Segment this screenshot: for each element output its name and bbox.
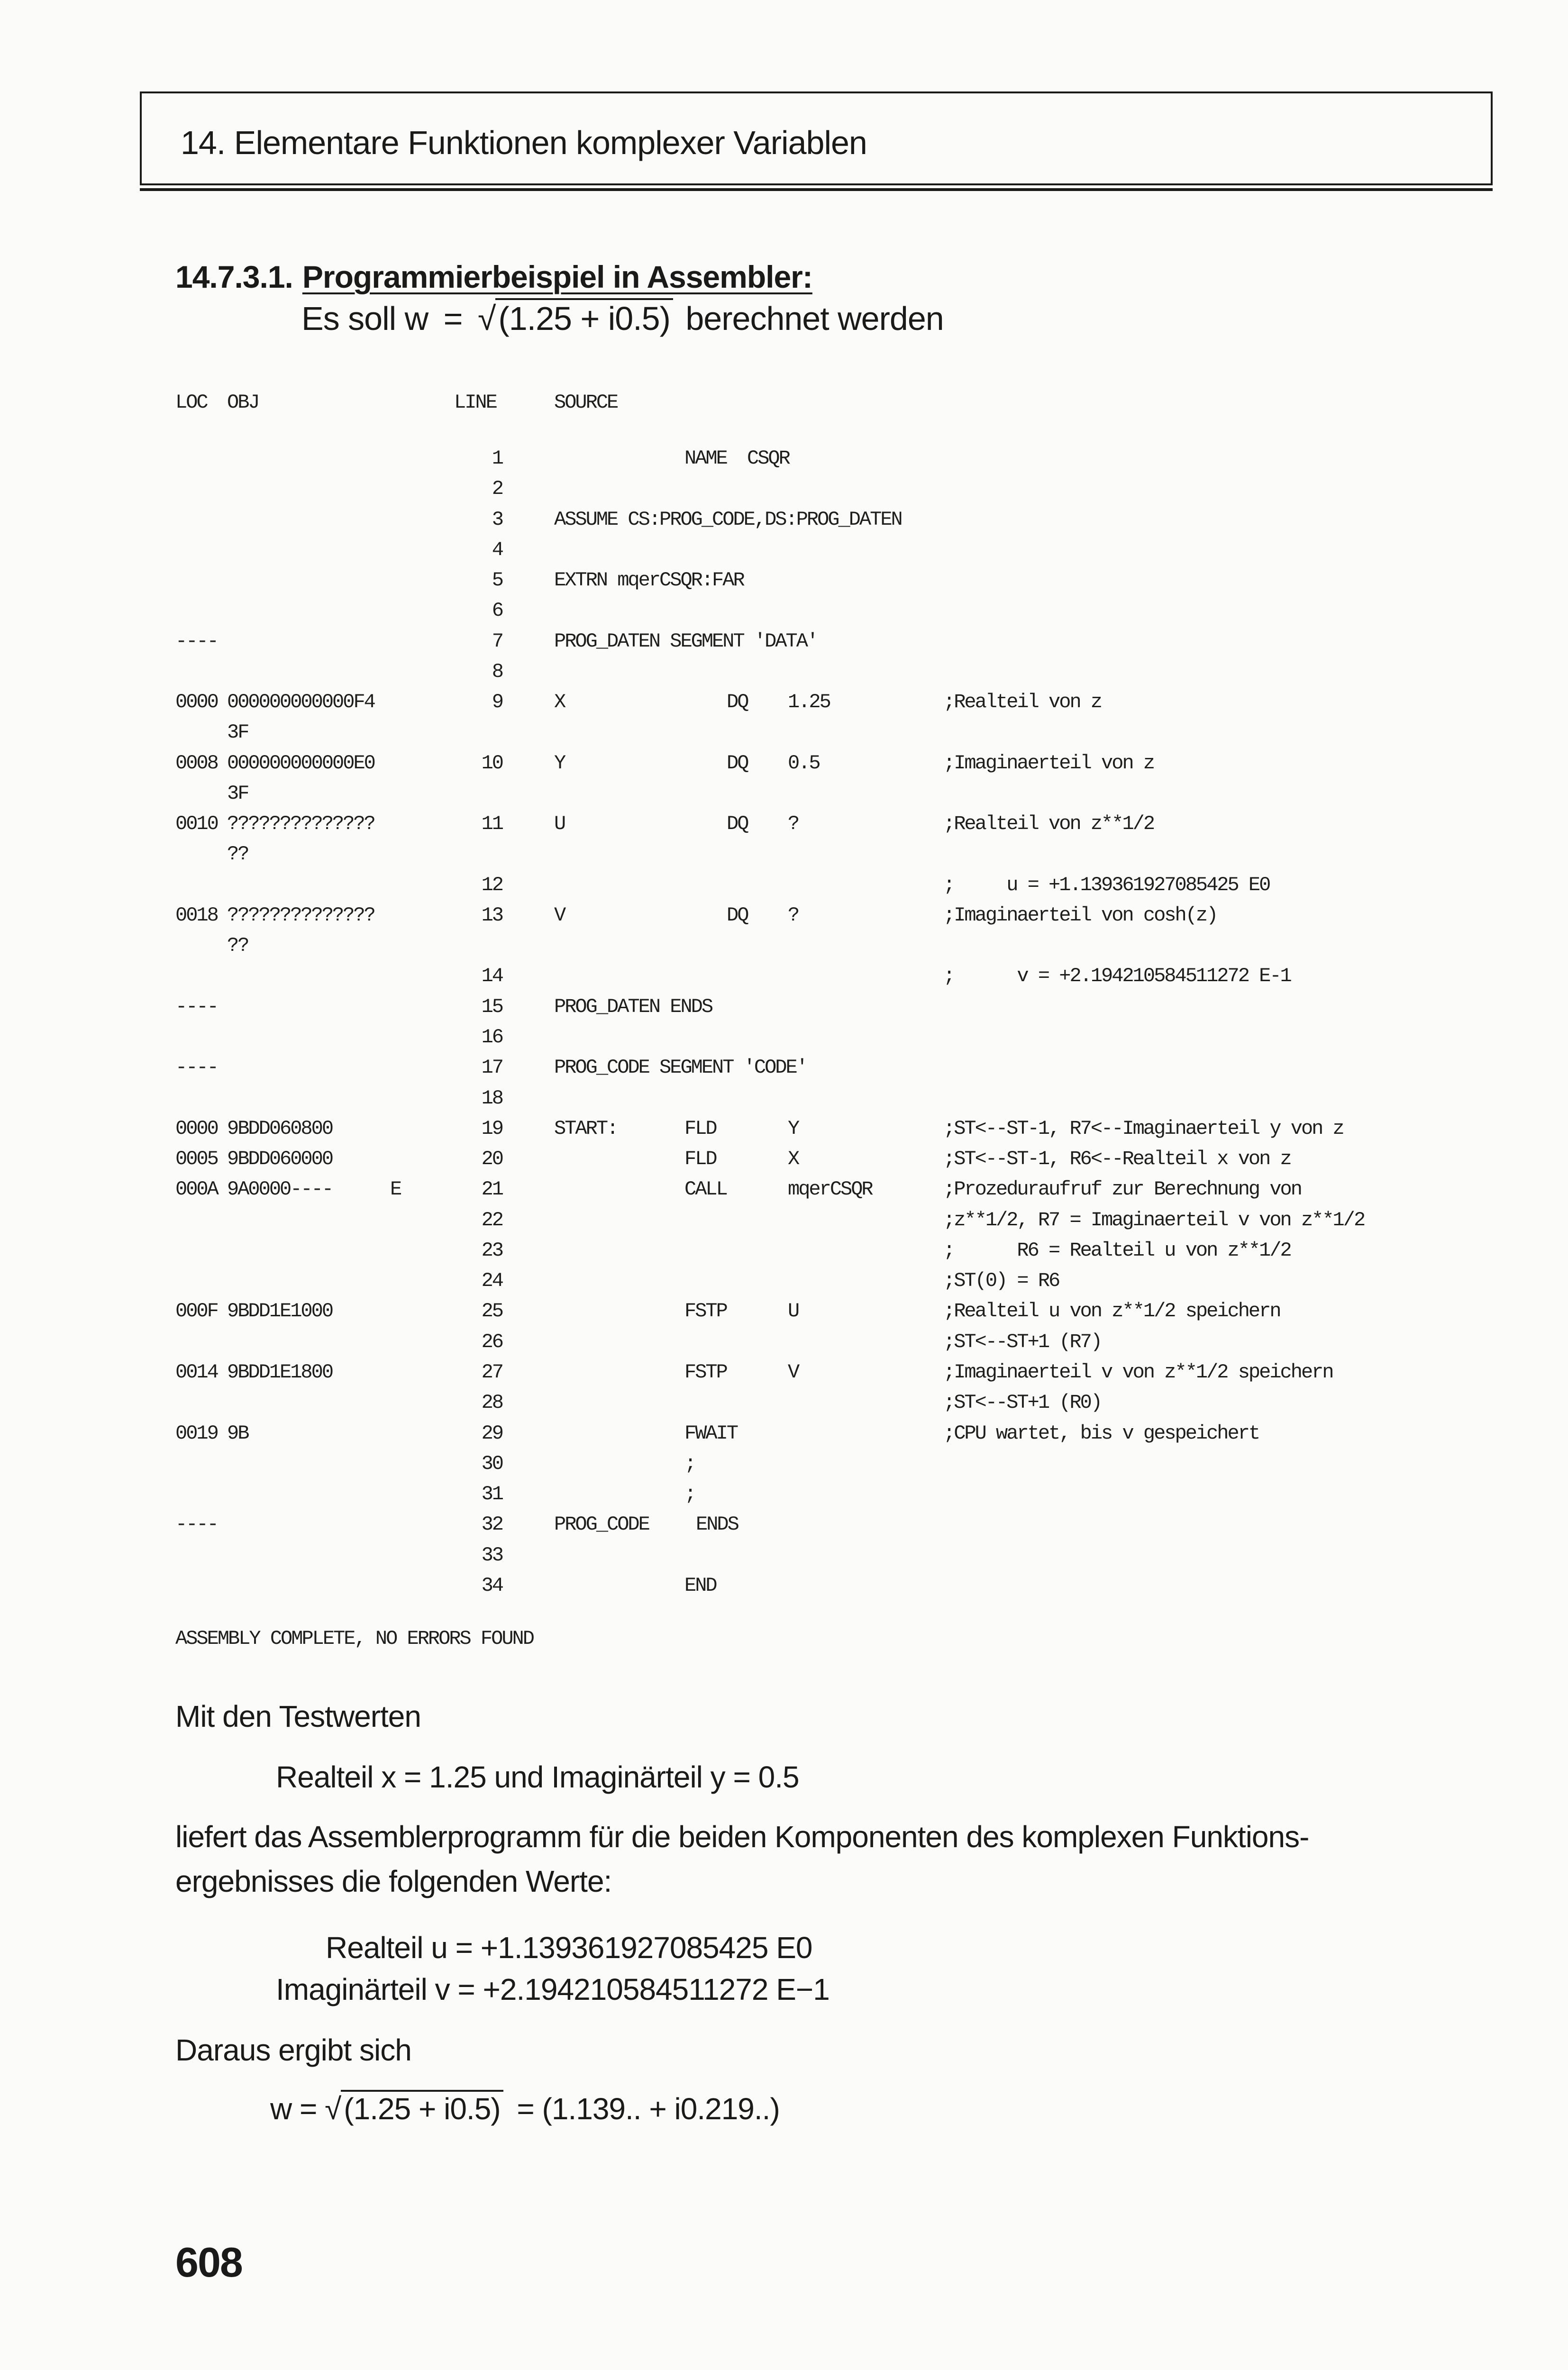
final-lhs: w = <box>270 2092 317 2126</box>
listing-loc: 0019 <box>175 1422 218 1445</box>
listing-mnemonic: FLD <box>684 1148 716 1170</box>
listing-comment: ;Imaginaerteil von cosh(z) <box>943 904 1217 927</box>
listing-loc: ---- <box>175 995 218 1018</box>
listing-line-number: 13 <box>481 904 502 927</box>
section-title: Programmierbeispiel in Assembler: <box>302 259 812 294</box>
listing-operand: V <box>788 1361 799 1384</box>
listing-line-number: 14 <box>481 965 502 987</box>
listing-mnemonic: NAME <box>684 447 727 470</box>
listing-line-number: 10 <box>481 752 502 775</box>
listing-operand: Y <box>788 1117 799 1140</box>
final-formula <box>270 2091 780 2126</box>
listing-loc: ---- <box>175 1056 218 1079</box>
listing-line-number: 3 <box>492 508 502 531</box>
listing-comment: ;Realteil u von z**1/2 speichern <box>943 1300 1280 1322</box>
final-sqrt <box>325 2091 503 2126</box>
listing-line-number: 32 <box>481 1513 502 1536</box>
listing-comment: ;Imaginaerteil von z <box>943 752 1154 775</box>
listing-operand: CSQR <box>747 447 789 470</box>
listing-loc: 0000 <box>175 1117 218 1140</box>
listing-line-number: 24 <box>481 1269 502 1292</box>
listing-comment: ;Realteil von z**1/2 <box>943 812 1154 835</box>
listing-obj: 9BDD1E1000 <box>227 1300 333 1322</box>
listing-mnemonic: FLD <box>684 1117 716 1140</box>
listing-obj: 9A0000---- <box>227 1178 333 1201</box>
listing-line-number: 25 <box>481 1300 502 1322</box>
page-number: 608 <box>175 2239 242 2286</box>
listing-loc: 0010 <box>175 812 218 835</box>
listing-line-number: 9 <box>492 691 502 713</box>
formula-equals: = <box>443 300 463 337</box>
listing-comment: ;ST<--ST+1 (R0) <box>943 1391 1102 1414</box>
section-number: 14.7.3.1. <box>175 259 293 294</box>
listing-operand: X <box>788 1148 799 1170</box>
listing-loc: 0018 <box>175 904 218 927</box>
listing-obj: 000000000000F4 <box>227 691 374 713</box>
result-real-part: Realteil u = +1.139361927085425 E0 <box>326 1931 812 1965</box>
listing-line-number: 8 <box>492 660 502 683</box>
listing-line-number: 30 <box>481 1452 502 1475</box>
assembly-status: ASSEMBLY COMPLETE, NO ERRORS FOUND <box>175 1627 533 1650</box>
listing-comment: ;CPU wartet, bis v gespeichert <box>943 1422 1259 1445</box>
listing-mnemonic: CALL <box>684 1178 727 1201</box>
listing-mnemonic: FSTP <box>684 1300 727 1322</box>
listing-line-number: 19 <box>481 1117 502 1140</box>
listing-loc: 000F <box>175 1300 218 1322</box>
listing-obj: 000000000000E0 <box>227 752 374 775</box>
listing-source: Y <box>554 752 565 775</box>
listing-value: ? <box>788 812 799 835</box>
listing-loc: 0000 <box>175 691 218 713</box>
listing-directive: DQ <box>727 752 748 775</box>
listing-line-number: 22 <box>481 1209 502 1231</box>
listing-obj: 9BDD1E1800 <box>227 1361 333 1384</box>
sqrt-argument: (1.25 + i0.5) <box>495 298 673 337</box>
listing-operand: mqerCSQR <box>788 1178 872 1201</box>
listing-loc: 0005 <box>175 1148 218 1170</box>
prose-test-values: Realteil x = 1.25 und Imaginärteil y = 0.5 <box>276 1760 799 1794</box>
sqrt-expression <box>478 300 673 337</box>
listing-mnemonic: END <box>684 1574 716 1597</box>
listing-value: 0.5 <box>788 752 820 775</box>
listing-obj: 3F <box>227 721 248 744</box>
listing-mnemonic: ENDS <box>696 1513 738 1536</box>
listing-comment: ;z**1/2, R7 = Imaginaerteil v von z**1/2 <box>943 1209 1365 1231</box>
listing-mnemonic: ; <box>684 1452 695 1475</box>
listing-mnemonic: ; <box>684 1483 695 1505</box>
listing-source: X <box>554 691 565 713</box>
prose-test-intro: Mit den Testwerten <box>175 1699 421 1733</box>
listing-directive: DQ <box>727 691 748 713</box>
chapter-title: 14. Elementare Funktionen komplexer Variablen <box>181 124 867 161</box>
listing-line-number: 15 <box>481 995 502 1018</box>
listing-source: START: <box>554 1117 618 1140</box>
listing-directive: DQ <box>727 904 748 927</box>
chapter-header-box <box>140 91 1493 185</box>
listing-line-number: 12 <box>481 874 502 896</box>
listing-line-number: 11 <box>481 812 502 835</box>
listing-comment: ;ST(0) = R6 <box>943 1269 1059 1292</box>
listing-source: EXTRN mqerCSQR:FAR <box>554 569 744 592</box>
col-header-source: SOURCE <box>554 391 618 414</box>
listing-line-number: 18 <box>481 1087 502 1110</box>
listing-loc: 0014 <box>175 1361 218 1384</box>
listing-obj: 9BDD060800 <box>227 1117 333 1140</box>
final-sqrt-arg: (1.25 + i0.5) <box>341 2090 503 2126</box>
listing-mnemonic: FSTP <box>684 1361 727 1384</box>
col-header-obj: OBJ <box>227 391 259 414</box>
listing-value: ? <box>788 904 799 927</box>
listing-line-number: 28 <box>481 1391 502 1414</box>
listing-line-number: 31 <box>481 1483 502 1505</box>
formula-intro: Es soll w <box>301 300 428 337</box>
listing-operand: U <box>788 1300 799 1322</box>
listing-line-number: 27 <box>481 1361 502 1384</box>
listing-comment: ; u = +1.139361927085425 E0 <box>943 874 1270 896</box>
listing-comment: ;Imaginaerteil v von z**1/2 speichern <box>943 1361 1333 1384</box>
listing-line-number: 29 <box>481 1422 502 1445</box>
listing-line-number: 33 <box>481 1544 502 1567</box>
listing-obj: 9B <box>227 1422 248 1445</box>
listing-obj: ?????????????? <box>227 904 374 927</box>
listing-source: PROG_CODE SEGMENT 'CODE' <box>554 1056 807 1079</box>
listing-source: PROG_DATEN ENDS <box>554 995 712 1018</box>
listing-comment: ;Realteil von z <box>943 691 1102 713</box>
listing-loc: 000A <box>175 1178 218 1201</box>
listing-line-number: 2 <box>492 477 502 500</box>
listing-source: PROG_DATEN SEGMENT 'DATA' <box>554 630 818 653</box>
listing-line-number: 26 <box>481 1331 502 1353</box>
result-imag-part: Imaginärteil v = +2.194210584511272 E−1 <box>276 1972 830 2006</box>
listing-value: 1.25 <box>788 691 830 713</box>
listing-obj: ?? <box>227 934 248 957</box>
prose-result-line1: liefert das Assemblerprogramm für die beiden Komponenten des komplexen Funktions- <box>175 1820 1309 1854</box>
listing-comment: ; v = +2.194210584511272 E-1 <box>943 965 1291 987</box>
listing-loc: ---- <box>175 630 218 653</box>
listing-loc: ---- <box>175 1513 218 1536</box>
section-heading <box>175 259 812 295</box>
listing-relocation-flag: E <box>390 1178 401 1201</box>
formula-tail: berechnet werden <box>685 300 944 337</box>
listing-line-number: 5 <box>492 569 502 592</box>
listing-source: U <box>554 812 565 835</box>
final-rhs: = (1.139.. + i0.219..) <box>517 2092 780 2126</box>
listing-comment: ;ST<--ST+1 (R7) <box>943 1331 1102 1353</box>
listing-obj: 3F <box>227 782 248 805</box>
listing-directive: DQ <box>727 812 748 835</box>
listing-comment: ;ST<--ST-1, R6<--Realteil x von z <box>943 1148 1291 1170</box>
listing-line-number: 20 <box>481 1148 502 1170</box>
listing-line-number: 4 <box>492 538 502 561</box>
listing-line-number: 7 <box>492 630 502 653</box>
listing-loc: 0008 <box>175 752 218 775</box>
listing-source: ASSUME CS:PROG_CODE,DS:PROG_DATEN <box>554 508 902 531</box>
listing-mnemonic: FWAIT <box>684 1422 738 1445</box>
section-formula <box>301 300 944 337</box>
listing-line-number: 1 <box>492 447 502 470</box>
listing-comment: ;Prozeduraufruf zur Berechnung von <box>943 1178 1301 1201</box>
listing-line-number: 23 <box>481 1239 502 1262</box>
listing-comment: ; R6 = Realteil u von z**1/2 <box>943 1239 1291 1262</box>
listing-line-number: 21 <box>481 1178 502 1201</box>
sqrt-symbol: √ <box>477 300 496 337</box>
listing-line-number: 6 <box>492 599 502 622</box>
listing-line-number: 17 <box>481 1056 502 1079</box>
prose-result-line2: ergebnisses die folgenden Werte: <box>175 1864 612 1898</box>
final-sqrt-symbol: √ <box>325 2092 341 2126</box>
listing-obj: ?????????????? <box>227 812 374 835</box>
listing-obj: ?? <box>227 843 248 866</box>
listing-source: V <box>554 904 565 927</box>
listing-line-number: 16 <box>481 1026 502 1048</box>
prose-conclusion: Daraus ergibt sich <box>175 2033 411 2067</box>
listing-comment: ;ST<--ST-1, R7<--Imaginaerteil y von z <box>943 1117 1343 1140</box>
listing-obj: 9BDD060000 <box>227 1148 333 1170</box>
listing-source: PROG_CODE <box>554 1513 649 1536</box>
listing-line-number: 34 <box>481 1574 502 1597</box>
col-header-line: LINE <box>454 391 496 414</box>
col-header-loc: LOC <box>175 391 207 414</box>
